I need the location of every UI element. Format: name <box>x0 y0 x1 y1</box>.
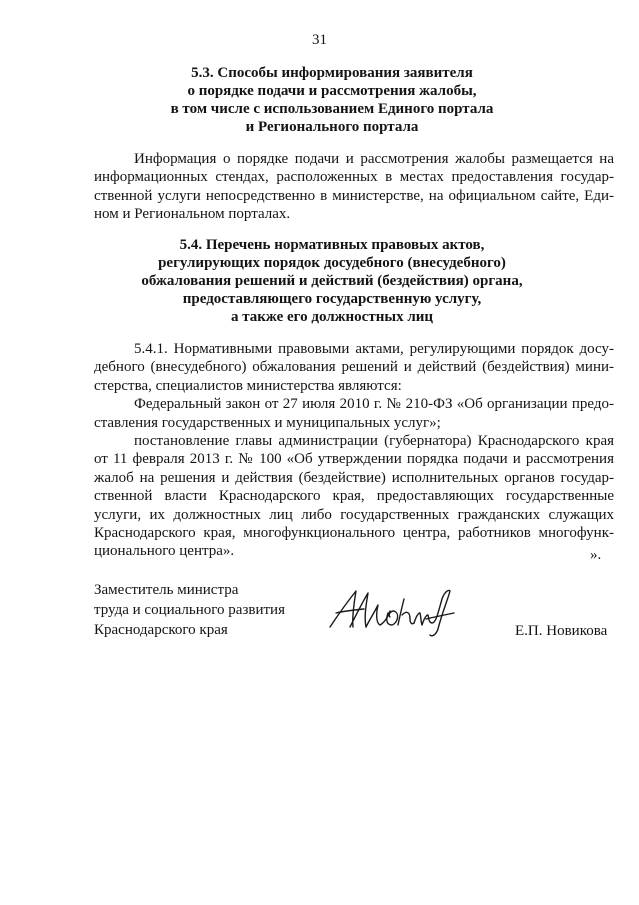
text-line: ционального центра». <box>94 543 235 560</box>
signatory-title <box>94 580 285 640</box>
heading-line: 5.3. Способы информирования заявителя <box>191 65 473 81</box>
text-line: Информация о порядке подачи и рассмотрения жалобы размещается на <box>134 151 614 167</box>
heading-line: предоставляющего государственную услугу, <box>182 291 482 307</box>
text-line: 5.4.1. Нормативными правовыми актами, регулирующими порядок досу- <box>134 341 614 357</box>
section-5-3-heading <box>60 64 604 136</box>
handwritten-signature <box>326 583 466 641</box>
text-line: жалоб на решения и действия (бездействие) исполнительных органов государ- <box>94 469 614 486</box>
closing-quote-mark: ». <box>590 547 602 563</box>
signatory-title-line: труда и социального развития <box>94 602 285 618</box>
heading-line: 5.4. Перечень нормативных правовых актов, <box>179 237 485 253</box>
heading-line: а также его должностных лиц <box>230 309 434 325</box>
text-line: информационных стендах, расположенных в местах предоставления государ- <box>94 169 614 186</box>
text-line: ном и Региональном порталах. <box>94 206 291 223</box>
text-line: стерства, специалистов министерства являются: <box>94 377 402 394</box>
text-line: ственной власти Краснодарского края, предоставляющих государственные <box>94 488 614 505</box>
text-line: ственной услуги непосредственно в министерстве, на официальном сайте, Еди- <box>94 187 614 204</box>
text-line: ставления государственных и муниципальных услуг»; <box>94 414 441 431</box>
section-5-3-paragraph <box>94 150 614 224</box>
section-5-4-paragraph <box>94 340 614 561</box>
section-5-4-heading <box>60 236 604 326</box>
signatory-title-line: Краснодарского края <box>94 622 228 638</box>
heading-line: и Регионального портала <box>245 119 419 135</box>
signatory-title-line: Заместитель министра <box>94 582 239 598</box>
heading-line: регулирующих порядок досудебного (внесудебного) <box>158 255 506 271</box>
text-line: Краснодарского края, многофункционального центра, работников многофунк- <box>94 524 614 541</box>
text-line: постановление главы администрации (губернатора) Краснодарского края <box>134 432 614 449</box>
heading-line: обжалования решений и действий (бездействия) органа, <box>141 273 523 289</box>
text-line: Федеральный закон от 27 июля 2010 г. № 210-ФЗ «Об организации предо- <box>134 396 614 413</box>
heading-line: в том числе с использованием Единого портала <box>170 101 494 117</box>
page-number: 31 <box>312 32 327 48</box>
signer-name: Е.П. Новикова <box>515 623 608 639</box>
text-line: от 11 февраля 2013 г. № 100 «Об утверждении порядка подачи и рассмотрения <box>94 451 614 468</box>
text-line: услуги, их должностных лиц либо государственных гражданских служащих <box>94 506 614 523</box>
text-line: дебного (внесудебного) обжалования решений и действий (бездействия) мини- <box>94 359 614 376</box>
heading-line: о порядке подачи и рассмотрения жалобы, <box>187 83 477 99</box>
